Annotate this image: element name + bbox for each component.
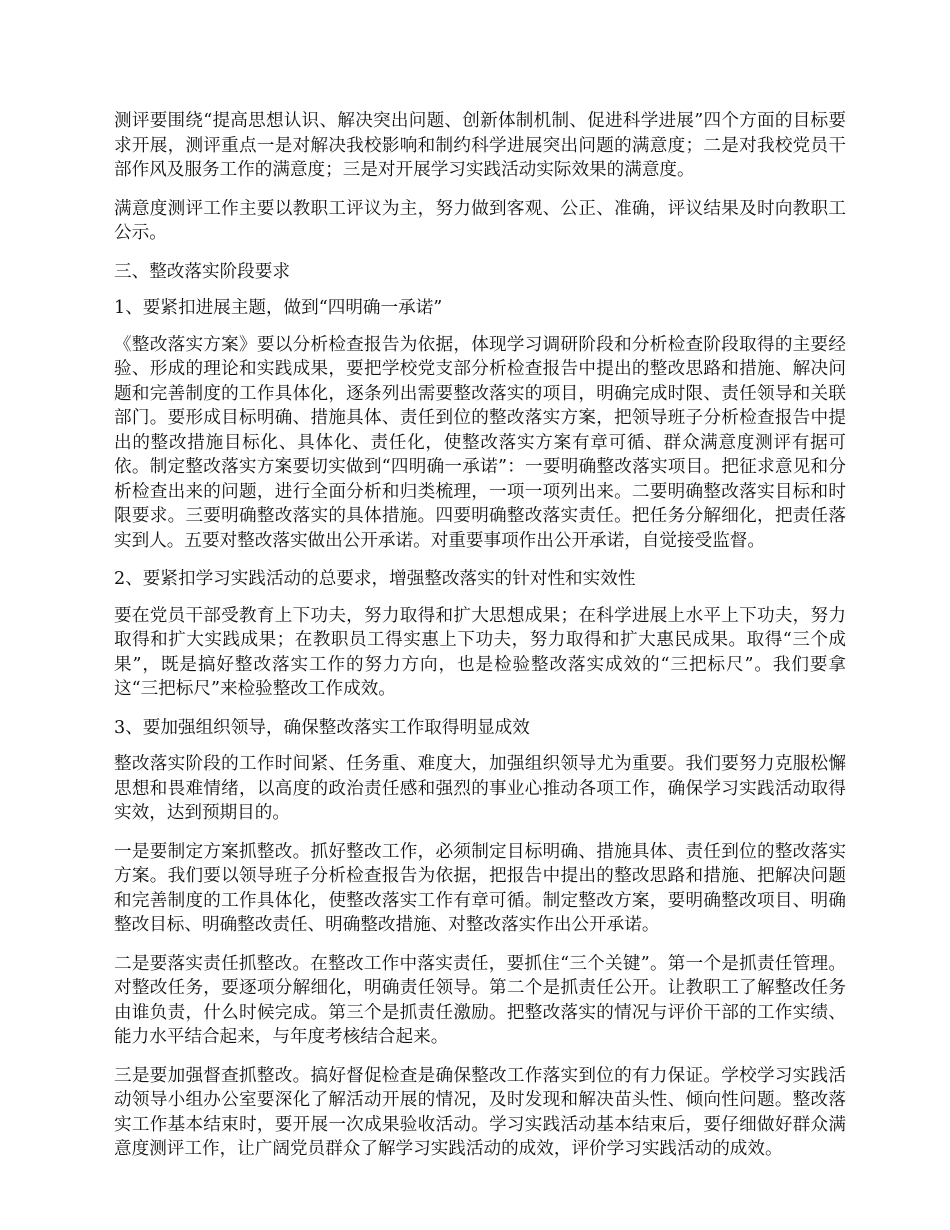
paragraph-plan-rectification: 一是要制定方案抓整改。抓好整改工作，必须制定目标明确、措施具体、责任到位的整改落实方案。我们要以领导班子分析检查报告为依据，把报告中提出的整改思路和措施、把解决问题和完善制度的工作具体化，使整改落实工作有章可循。制定整改方案，要明确整改项目、明确整改目标、明确整改责任、明确整改措施、对整改落实作出公开承诺。 [114,841,846,935]
paragraph-satisfaction-evaluation: 满意度测评工作主要以教职工评议为主，努力做到客观、公正、准确，评议结果及时向教职工公示。 [114,198,846,243]
paragraph-supervision-rectification: 三是要加强督查抓整改。搞好督促检查是确保整改工作落实到位的有力保证。学校学习实践活动领导小组办公室要深化了解活动开展的情况，及时发现和解决苗头性、倾向性问题。整改落实工作基本结束时，要开展一次成果验收活动。学习实践活动基本结束后，要仔细做好群众满意度测评工作，让广阔党员群众了解学习实践活动的成效，评价学习实践活动的成效。 [114,1065,846,1159]
subheading-1: 1、要紧扣进展主题，做到“四明确一承诺” [114,298,443,318]
paragraph-rectification-plan: 《整改落实方案》要以分析检查报告为依据，体现学习调研阶段和分析检查阶段取得的主要经验、形成的理论和实践成果，要把学校党支部分析检查报告中提出的整改思路和措施、解决问题和完善制度的工作具体化，逐条列出需要整改落实的项目，明确完成时限、责任领导和关联部门。要形成目标明确、措施具体、责任到位的整改落实方案，把领导班子分析检查报告中提出的整改措施目标化、具体化、责任化，使整改落实方案有章可循、群众满意度测评有据可依。制定整改落实方案要切实做到“四明确一承诺”：一要明确整改落实项目。把征求意见和分析检查出来的问题，进行全面分析和归类梳理，一项一项列出来。二要明确整改落实目标和时限要求。三要明确整改落实的具体措施。四要明确整改落实责任。把任务分解细化，把责任落实到人。五要对整改落实做出公开承诺。对重要事项作出公开承诺，自觉接受监督。 [114,334,846,551]
paragraph-organization-leadership: 整改落实阶段的工作时间紧、任务重、难度大，加强组织领导尤为重要。我们要努力克服松懈思想和畏难情绪，以高度的政治责任感和强烈的事业心推动各项工作，确保学习实践活动取得实效，达到预期目的。 [114,754,846,823]
subheading-3: 3、要加强组织领导，确保整改落实工作取得明显成效 [114,717,530,738]
paragraph-responsibility-rectification: 二是要落实责任抓整改。在整改工作中落实责任，要抓住“三个关键”。第一个是抓责任管理。对整改任务，要逐项分解细化，明确责任领导。第二个是抓责任公开。让教职工了解整改任务由谁负责，什么时候完成。第三个是抓责任激励。把整改落实的情况与评价干部的工作实绩、能力水平结合起来，与年度考核结合起来。 [114,953,846,1047]
section-heading-rectification: 三、整改落实阶段要求 [114,261,290,282]
subheading-2: 2、要紧扣学习实践活动的总要求，增强整改落实的针对性和实效性 [114,569,636,589]
paragraph-three-results: 要在党员干部受教育上下功夫，努力取得和扩大思想成果；在科学进展上水平上下功夫，努力取得和扩大实践成果；在教职员工得实惠上下功夫，努力取得和扩大惠民成果。取得“三个成果”，既是搞好整改落实工作的努力方向，也是检验整改落实成效的“三把标尺”。我们要拿这“三把标尺”来检验整改工作成效。 [114,605,846,699]
document-body [114,109,846,1176]
paragraph-evaluation-goals: 测评要围绕“提高思想认识、解决突出问题、创新体制机制、促进科学进展”四个方面的目标要求开展，测评重点一是对解决我校影响和制约科学进展突出问题的满意度；二是对我校党员干部作风及服务工作的满意度；三是对开展学习实践活动实际效果的满意度。 [114,111,846,180]
